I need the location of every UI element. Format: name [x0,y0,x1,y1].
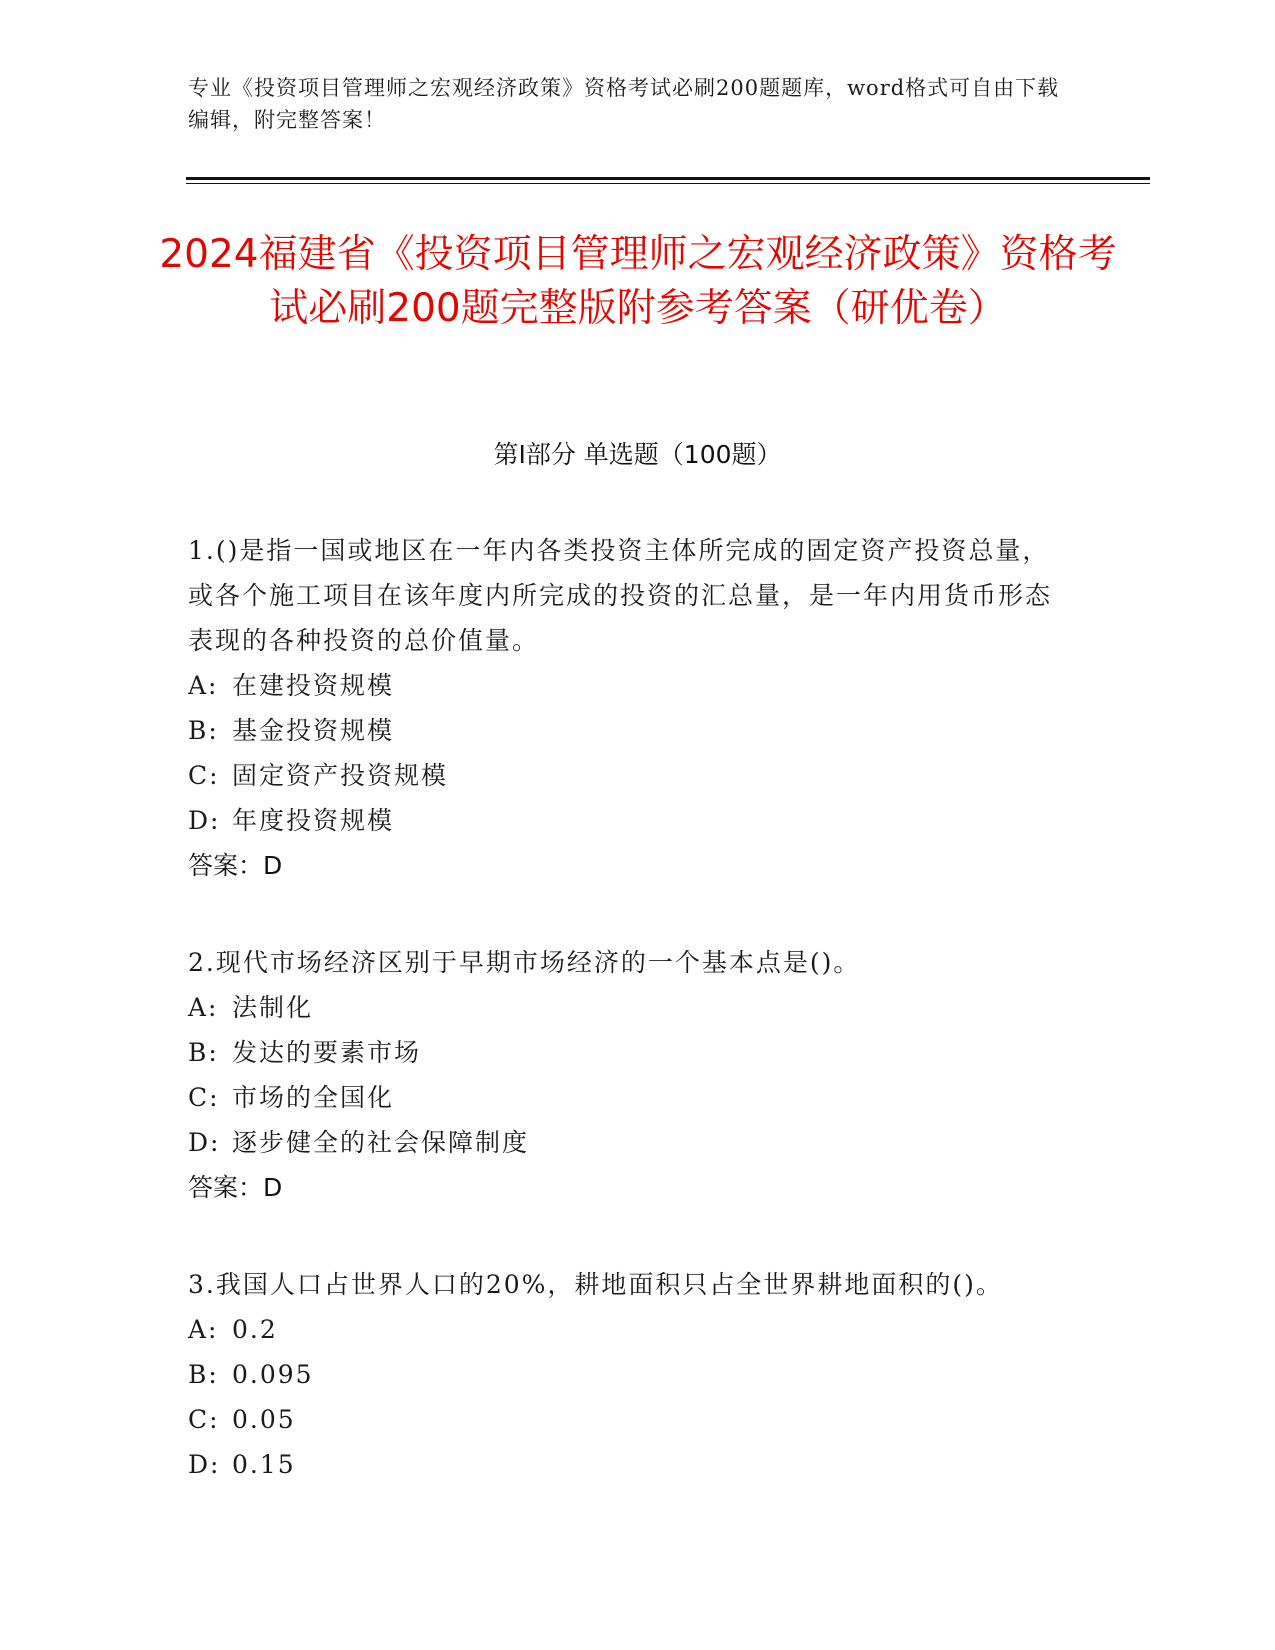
option-c [188,753,1068,798]
header-note: 专业《投资项目管理师之宏观经济政策》资格考试必刷200题题库，word格式可自由下载编辑，附完整答案！ [188,76,1060,132]
option-label: C: [188,1405,220,1434]
question-stem: 1.()是指一国或地区在一年内各类投资主体所完成的固定资产投资总量，或各个施工项目在该年度内所完成的投资的汇总量，是一年内用货币形态表现的各种投资的总价值量。 [188,536,1053,655]
option-text: 固定资产投资规模 [232,761,449,790]
option-text: 0.05 [232,1405,296,1434]
question-2 [188,940,1068,1210]
option-label: D: [188,806,221,835]
option-text: 市场的全国化 [232,1083,395,1112]
option-b [188,1352,1068,1397]
option-label: A: [188,993,219,1022]
option-d [188,798,1068,843]
option-text: 法制化 [232,993,314,1022]
option-text: 发达的要素市场 [232,1038,422,1067]
option-label: C: [188,1083,220,1112]
option-c [188,1397,1068,1442]
option-label: C: [188,761,220,790]
header-divider-thick [186,177,1150,180]
option-b [188,1030,1068,1075]
option-a [188,985,1068,1030]
option-text: 0.2 [232,1315,278,1344]
option-a [188,663,1068,708]
option-label: D: [188,1450,221,1479]
option-label: D: [188,1128,221,1157]
question-1 [188,528,1068,888]
option-b [188,708,1068,753]
option-label: A: [188,671,219,700]
option-text: 年度投资规模 [232,806,395,835]
document-title: 2024福建省《投资项目管理师之宏观经济政策》资格考试必刷200题完整版附参考答案（研优卷） [159,232,1117,331]
question-stem: 2.现代市场经济区别于早期市场经济的一个基本点是()。 [188,948,861,977]
section-heading: 第Ⅰ部分 单选题（100题） [493,440,782,469]
option-text: 基金投资规模 [232,716,395,745]
option-d [188,1120,1068,1165]
option-text: 0.15 [232,1450,296,1479]
option-label: A: [188,1315,219,1344]
question-list [188,528,1068,1539]
option-text: 0.095 [232,1360,314,1389]
question-stem: 3.我国人口占世界人口的20%，耕地面积只占全世界耕地面积的()。 [188,1270,1003,1299]
question-3 [188,1262,1068,1487]
option-d [188,1442,1068,1487]
option-text: 逐步健全的社会保障制度 [232,1128,530,1157]
option-c [188,1075,1068,1120]
option-a [188,1307,1068,1352]
answer: 答案：D [188,1173,283,1202]
option-label: B: [188,1360,219,1389]
option-label: B: [188,716,219,745]
option-label: B: [188,1038,219,1067]
answer: 答案：D [188,851,283,880]
header-divider-thin [186,183,1150,184]
option-text: 在建投资规模 [232,671,395,700]
